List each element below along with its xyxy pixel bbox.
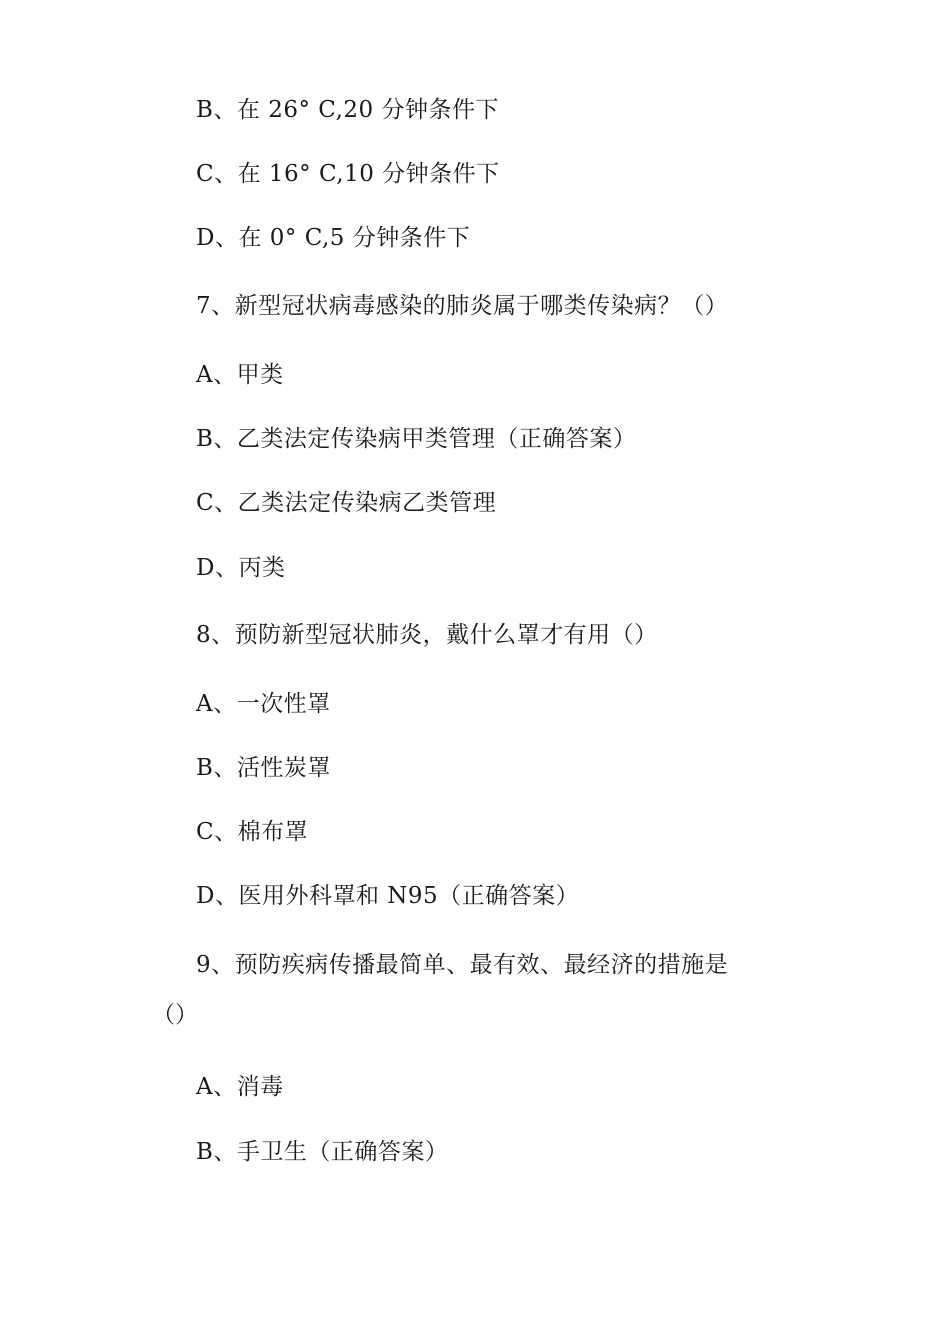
- q8-option-a: A、一次性罩: [196, 691, 331, 717]
- question-8: 8、预防新型冠状肺炎，戴什么罩才有用（）: [196, 622, 658, 648]
- q7-option-b: B、乙类法定传染病甲类管理（正确答案）: [196, 426, 637, 452]
- q9-option-a: A、消毒: [196, 1074, 284, 1100]
- question-7: 7、新型冠状病毒感染的肺炎属于哪类传染病？（）: [196, 293, 729, 319]
- question-9-blank: （）: [152, 1002, 198, 1028]
- q7-option-d: D、丙类: [196, 555, 286, 581]
- q8-option-d: D、医用外科罩和 N95（正确答案）: [196, 883, 580, 909]
- q9-option-b: B、手卫生（正确答案）: [196, 1139, 449, 1165]
- option-d-0c: D、在 0° C,5 分钟条件下: [196, 225, 471, 251]
- q8-option-b: B、活性炭罩: [196, 755, 331, 781]
- option-c-16c: C、在 16° C,10 分钟条件下: [196, 161, 500, 187]
- option-b-26c: B、在 26° C,20 分钟条件下: [196, 97, 499, 123]
- question-9: 9、预防疾病传播最简单、最有效、最经济的措施是: [196, 952, 729, 978]
- q7-option-c: C、乙类法定传染病乙类管理: [196, 490, 497, 516]
- q7-option-a: A、甲类: [196, 362, 284, 388]
- q8-option-c: C、棉布罩: [196, 819, 309, 845]
